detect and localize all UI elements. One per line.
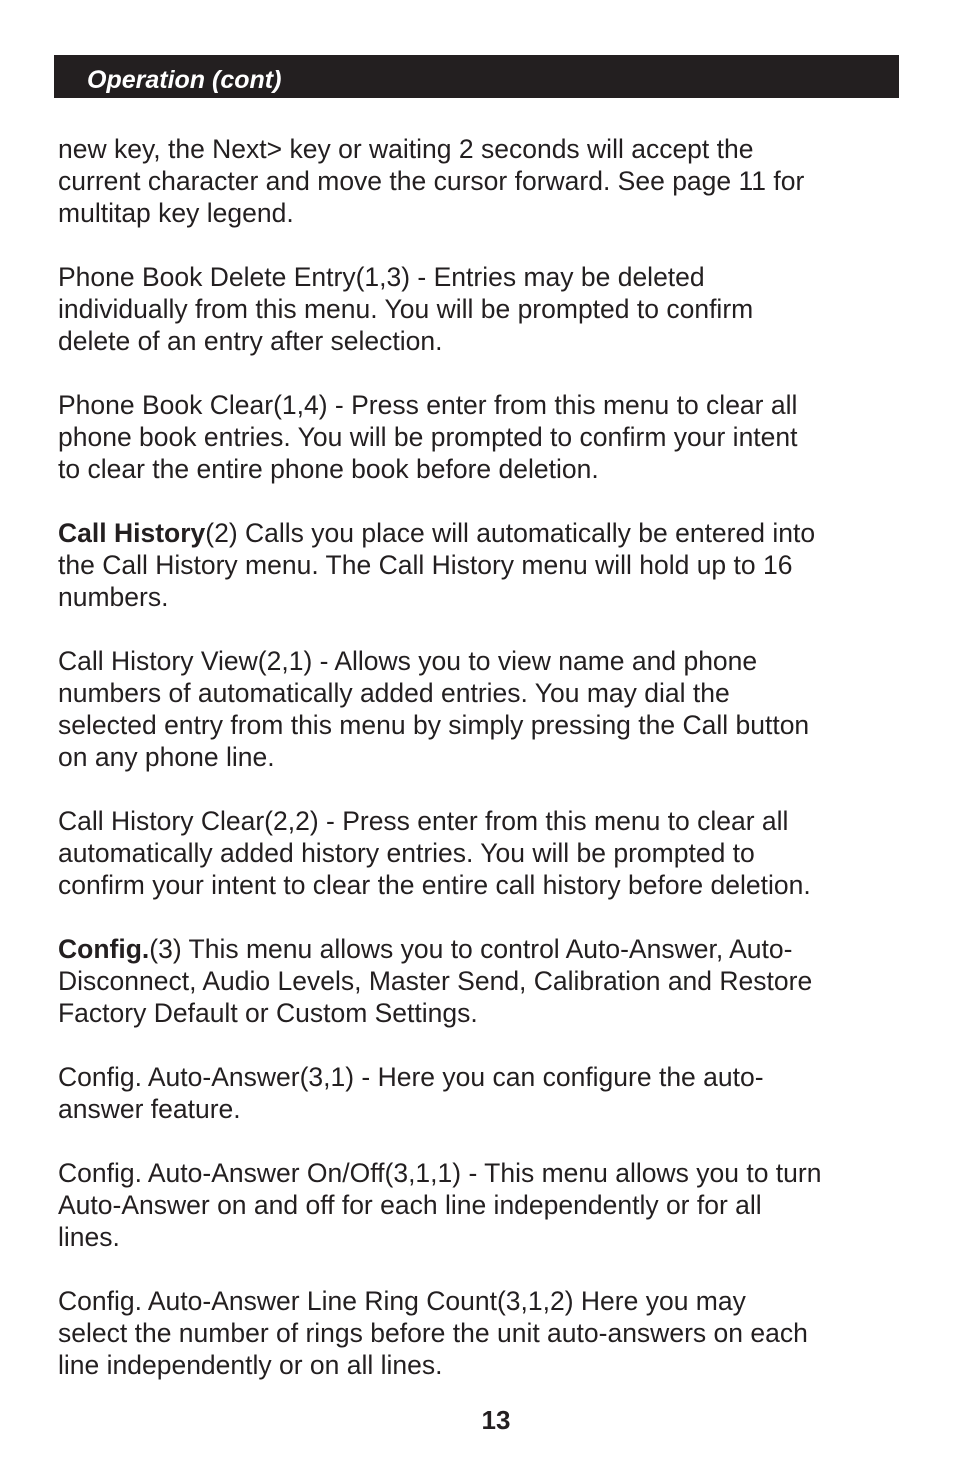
paragraph-text: Phone Book Clear(1,4) - Press enter from this menu to clear all phone book entries. You will be prompted to confirm your intent to clear the entire phone book before deletion.	[58, 390, 798, 484]
paragraph-text: Config. Auto-Answer(3,1) - Here you can configure the auto- answer feature.	[58, 1062, 764, 1124]
paragraph-call-history-clear	[58, 805, 903, 901]
paragraph-text: Config. Auto-Answer On/Off(3,1,1) - This menu allows you to turn Auto-Answer on and off for each line independently or for all lines.	[58, 1158, 822, 1252]
paragraph-config-auto-answer	[58, 1061, 903, 1125]
paragraph-text: Call History Clear(2,2) - Press enter from this menu to clear all automatically added history entries. You will be prompted to confirm your intent to clear the entire call history before deletion.	[58, 806, 811, 900]
section-header-bar	[54, 55, 899, 98]
paragraph-text: Call History View(2,1) - Allows you to view name and phone numbers of automatically added entries. You may dial the selected entry from this menu by simply pressing the Call button on any phone line.	[58, 646, 810, 772]
paragraph-term: Call History	[58, 518, 206, 548]
paragraph-text: new key, the Next> key or waiting 2 seconds will accept the current character and move the cursor forward. See page 11 for multitap key legend.	[58, 134, 805, 228]
page-number: 13	[481, 1405, 511, 1435]
paragraph-call-history	[58, 517, 903, 613]
paragraph-text: (2) Calls you place will automatically be entered into the Call History menu. The Call History menu will hold up to 16 numbers.	[58, 518, 816, 612]
paragraph-phone-book-clear	[58, 389, 903, 485]
section-title: Operation (cont)	[87, 66, 282, 94]
paragraph-text: Phone Book Delete Entry(1,3) - Entries may be deleted individually from this menu. You will be prompted to confirm delete of an entry after selection.	[58, 262, 754, 356]
paragraph-multitap-continuation	[58, 133, 903, 229]
paragraph-config-auto-answer-on-off	[58, 1157, 903, 1253]
page-body	[58, 133, 903, 1413]
paragraph-text: Config. Auto-Answer Line Ring Count(3,1,2) Here you may select the number of rings before the unit auto-answers on each line independently or on all lines.	[58, 1286, 808, 1380]
paragraph-text: (3) This menu allows you to control Auto-Answer, Auto- Disconnect, Audio Levels, Master Send, Calibration and Restore Factory Default or Custom Settings.	[58, 934, 813, 1028]
paragraph-phone-book-delete-entry	[58, 261, 903, 357]
paragraph-config	[58, 933, 903, 1029]
paragraph-term: Config.	[58, 934, 150, 964]
paragraph-call-history-view	[58, 645, 903, 773]
paragraph-config-auto-answer-ring-count	[58, 1285, 903, 1381]
